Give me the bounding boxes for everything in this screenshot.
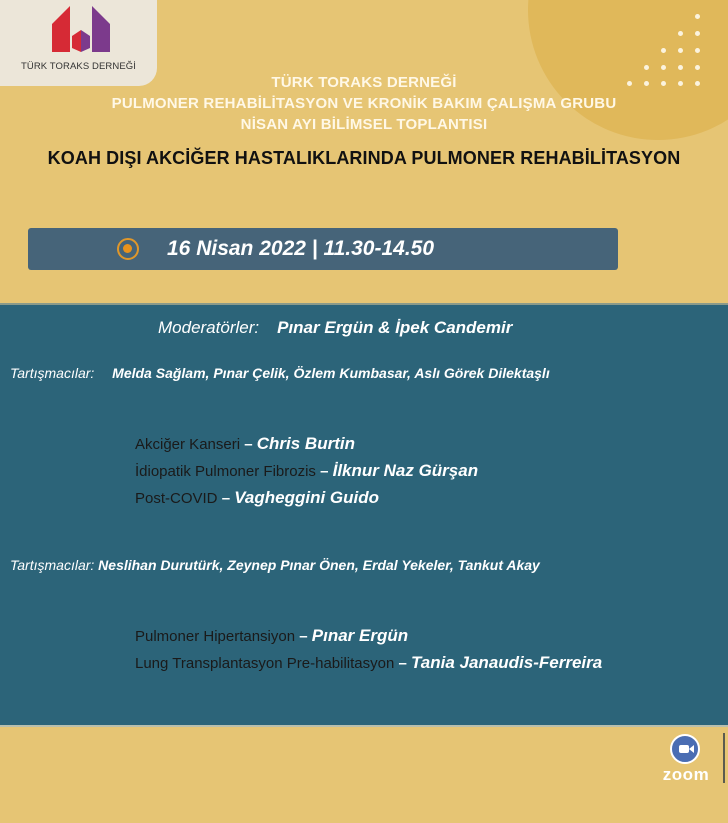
speaker-name: Tania Janaudis-Ferreira <box>411 653 603 672</box>
zoom-label: zoom <box>662 765 710 784</box>
session-2-talks <box>135 623 602 677</box>
turk-toraks-logo-icon <box>52 6 110 58</box>
event-header <box>0 72 728 135</box>
speaker-name: Chris Burtin <box>256 434 355 453</box>
speaker-name: İlknur Naz Gürşan <box>332 461 479 480</box>
divider <box>723 733 725 783</box>
moderators-row <box>158 318 512 338</box>
talk-item: İdiopatik Pulmoner Fibrozis – İlknur Naz Gürşan <box>135 461 479 480</box>
talk-item: Akciğer Kanseri – Chris Burtin <box>135 434 355 453</box>
speaker-name: Vagheggini Guido <box>234 488 380 507</box>
talk-item: Pulmoner Hipertansiyon – Pınar Ergün <box>135 626 409 645</box>
moderators-names: Pınar Ergün & İpek Candemir <box>277 318 513 337</box>
header-line-group: PULMONER REHABİLİTASYON VE KRONİK BAKIM ÇALIŞMA GRUBU <box>111 95 617 112</box>
program-panel <box>0 303 728 727</box>
target-bullet-icon <box>117 238 139 260</box>
discussants-names: Melda Sağlam, Pınar Çelik, Özlem Kumbasar, Aslı Görek Dilektaşlı <box>112 365 550 381</box>
date-bar <box>28 228 618 270</box>
event-title: KOAH DIŞI AKCİĞER HASTALIKLARINDA PULMONER REHABİLİTASYON <box>47 148 681 168</box>
moderators-label: Moderatörler: <box>158 318 260 337</box>
header-line-org: TÜRK TORAKS DERNEĞİ <box>271 74 457 91</box>
session-1-talks <box>135 431 478 512</box>
talk-item: Lung Transplantasyon Pre-habilitasyon – Tania Janaudis-Ferreira <box>135 653 603 672</box>
event-date-time: 16 Nisan 2022 | 11.30-14.50 <box>167 237 435 260</box>
discussants-label: Tartışmacılar: <box>10 557 95 573</box>
discussants-row-1 <box>10 365 550 381</box>
talk-item: Post-COVID – Vagheggini Guido <box>135 488 380 507</box>
header-line-meeting: NİSAN AYI BİLİMSEL TOPLANTISI <box>240 116 488 133</box>
discussants-row-2 <box>10 557 540 573</box>
discussants-label: Tartışmacılar: <box>10 365 95 381</box>
zoom-logo <box>656 734 716 786</box>
speaker-name: Pınar Ergün <box>311 626 409 645</box>
discussants-names: Neslihan Durutürk, Zeynep Pınar Önen, Erdal Yekeler, Tankut Akay <box>98 557 540 573</box>
zoom-camera-icon <box>670 734 700 764</box>
organization-name: TÜRK TORAKS DERNEĞİ <box>20 61 137 72</box>
